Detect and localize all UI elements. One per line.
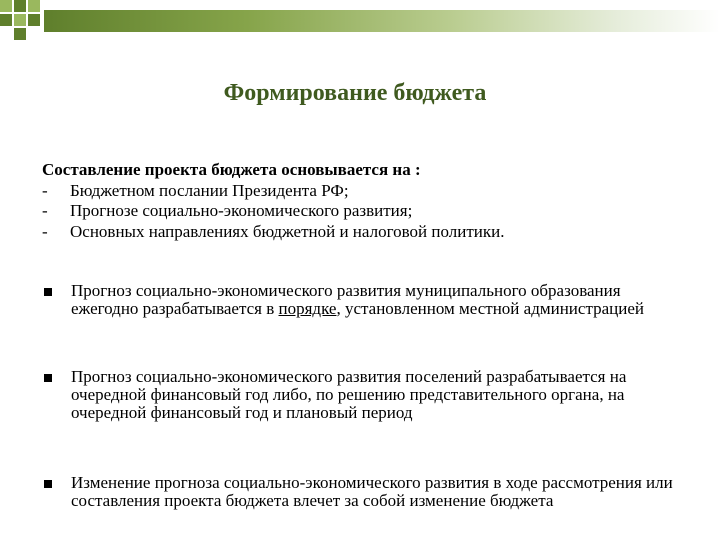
slide-title xyxy=(0,80,720,107)
decor-square xyxy=(14,28,26,40)
intro-item xyxy=(42,201,692,222)
intro-item-text: Прогнозе социально-экономического развития; xyxy=(70,201,413,220)
intro-item xyxy=(42,222,692,243)
bullet-text xyxy=(71,282,682,318)
poryadok-link[interactable]: порядке xyxy=(278,299,337,318)
dash-marker: - xyxy=(42,201,48,220)
header-gradient-bar xyxy=(44,10,720,32)
intro-item-text: Основных направлениях бюджетной и налоговой политики. xyxy=(70,221,505,241)
intro-item xyxy=(42,181,692,202)
bullet-item xyxy=(42,282,682,318)
square-bullet-icon xyxy=(44,374,52,382)
bullet-item xyxy=(42,368,682,422)
decor-square xyxy=(14,0,26,12)
decor-square xyxy=(28,0,40,12)
intro-block xyxy=(42,160,692,242)
bullet-text-part: Прогноз социально-экономического развития муниципального образования ежегодно разрабатывается в xyxy=(71,281,621,318)
bullet-text-part: , установленном местной администрацией xyxy=(336,299,644,318)
decor-square xyxy=(14,14,26,26)
square-bullet-icon xyxy=(44,480,52,488)
bullet-text: Изменение прогноза социально-экономического развития в ходе рассмотрения или составления проекта бюджета влечет за собой изменение бюджета xyxy=(71,473,673,510)
decor-square xyxy=(28,14,40,26)
bullet-text: Прогноз социально-экономического развития поселений разрабатывается на очередной финансовый год либо, по решению представительного органа, на очередной финансовый год и плановый период xyxy=(71,367,627,422)
decor-square xyxy=(0,14,12,26)
slide-title-text: Формирование бюджета xyxy=(223,80,487,106)
dash-marker: - xyxy=(42,180,48,200)
bullet-item xyxy=(42,474,682,510)
intro-item-text: Бюджетном послании Президента РФ; xyxy=(70,180,349,200)
square-bullet-icon xyxy=(44,288,52,296)
dash-marker: - xyxy=(42,221,48,241)
intro-heading: Составление проекта бюджета основывается на : xyxy=(42,160,421,179)
decor-square xyxy=(0,0,12,12)
